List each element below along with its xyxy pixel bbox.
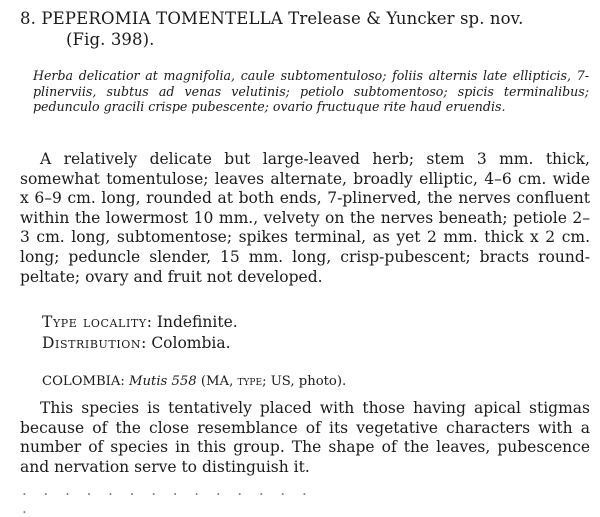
species-name: PEPEROMIA TOMENTELLA [41, 9, 283, 28]
specimen-citation: COLOMBIA: Mutis 558 (MA, type; US, photo). [42, 374, 347, 389]
distribution-value: Colombia. [151, 334, 231, 352]
specimen-herbarium-close: ; US, photo). [262, 374, 347, 389]
species-number: 8. [20, 9, 36, 28]
specimen-collector: Mutis 558 [129, 374, 197, 389]
type-locality-line: Type locality: Indefinite. [42, 313, 238, 331]
species-heading [20, 8, 590, 50]
species-authors: Trelease & Yuncker sp. nov. [288, 9, 524, 28]
figure-reference: (Fig. 398). [66, 30, 155, 49]
specimen-herbarium-open: (MA, [200, 374, 234, 389]
distribution-label: Distribution [42, 334, 142, 352]
distribution-line: Distribution: Colombia. [42, 334, 231, 352]
type-locality-label: Type locality [42, 313, 147, 331]
specimen-country: COLOMBIA [42, 374, 121, 389]
species-description: A relatively delicate but large-leaved herb; stem 3 mm. thick, somewhat tomentulose; leaves alternate, broadly elliptic, 4–6 cm. wide x 6–9 cm. long, rounded at both ends, 7-plinerved, the nerves confluent within the lowermost 10 mm., velvety on the nerves beneath; petiole 2–3 cm. long, subtomentose; spikes terminal, as yet 2 mm. thick x 2 cm. long; peduncle slender, 15 mm. long, crisp-pubescent; bracts round-peltate; ovary and fruit not developed. [20, 150, 590, 286]
latin-diagnosis: Herba delicatior at magnifolia, caule subtomentuloso; foliis alternis late ellipticis, 7-plinerviis, subtus ad venas velutinis; petiolo subtomentoso; spicis terminalibus; pedunculo gracili crispe pubescente; ovario fructuque rite haud eruendis. [33, 68, 589, 114]
specimen-type-label: type [237, 374, 263, 389]
cut-off-next-line: . . . . . . . . . . . . . . . [22, 481, 313, 517]
type-locality-value: Indefinite. [156, 313, 238, 331]
taxonomic-note: This species is tentatively placed with those having apical stigmas because of the close resemblance of its vegetative characters with a number of species in this group. The shape of the leaves, pubescence and nervation serve to distinguish it. [20, 399, 590, 476]
